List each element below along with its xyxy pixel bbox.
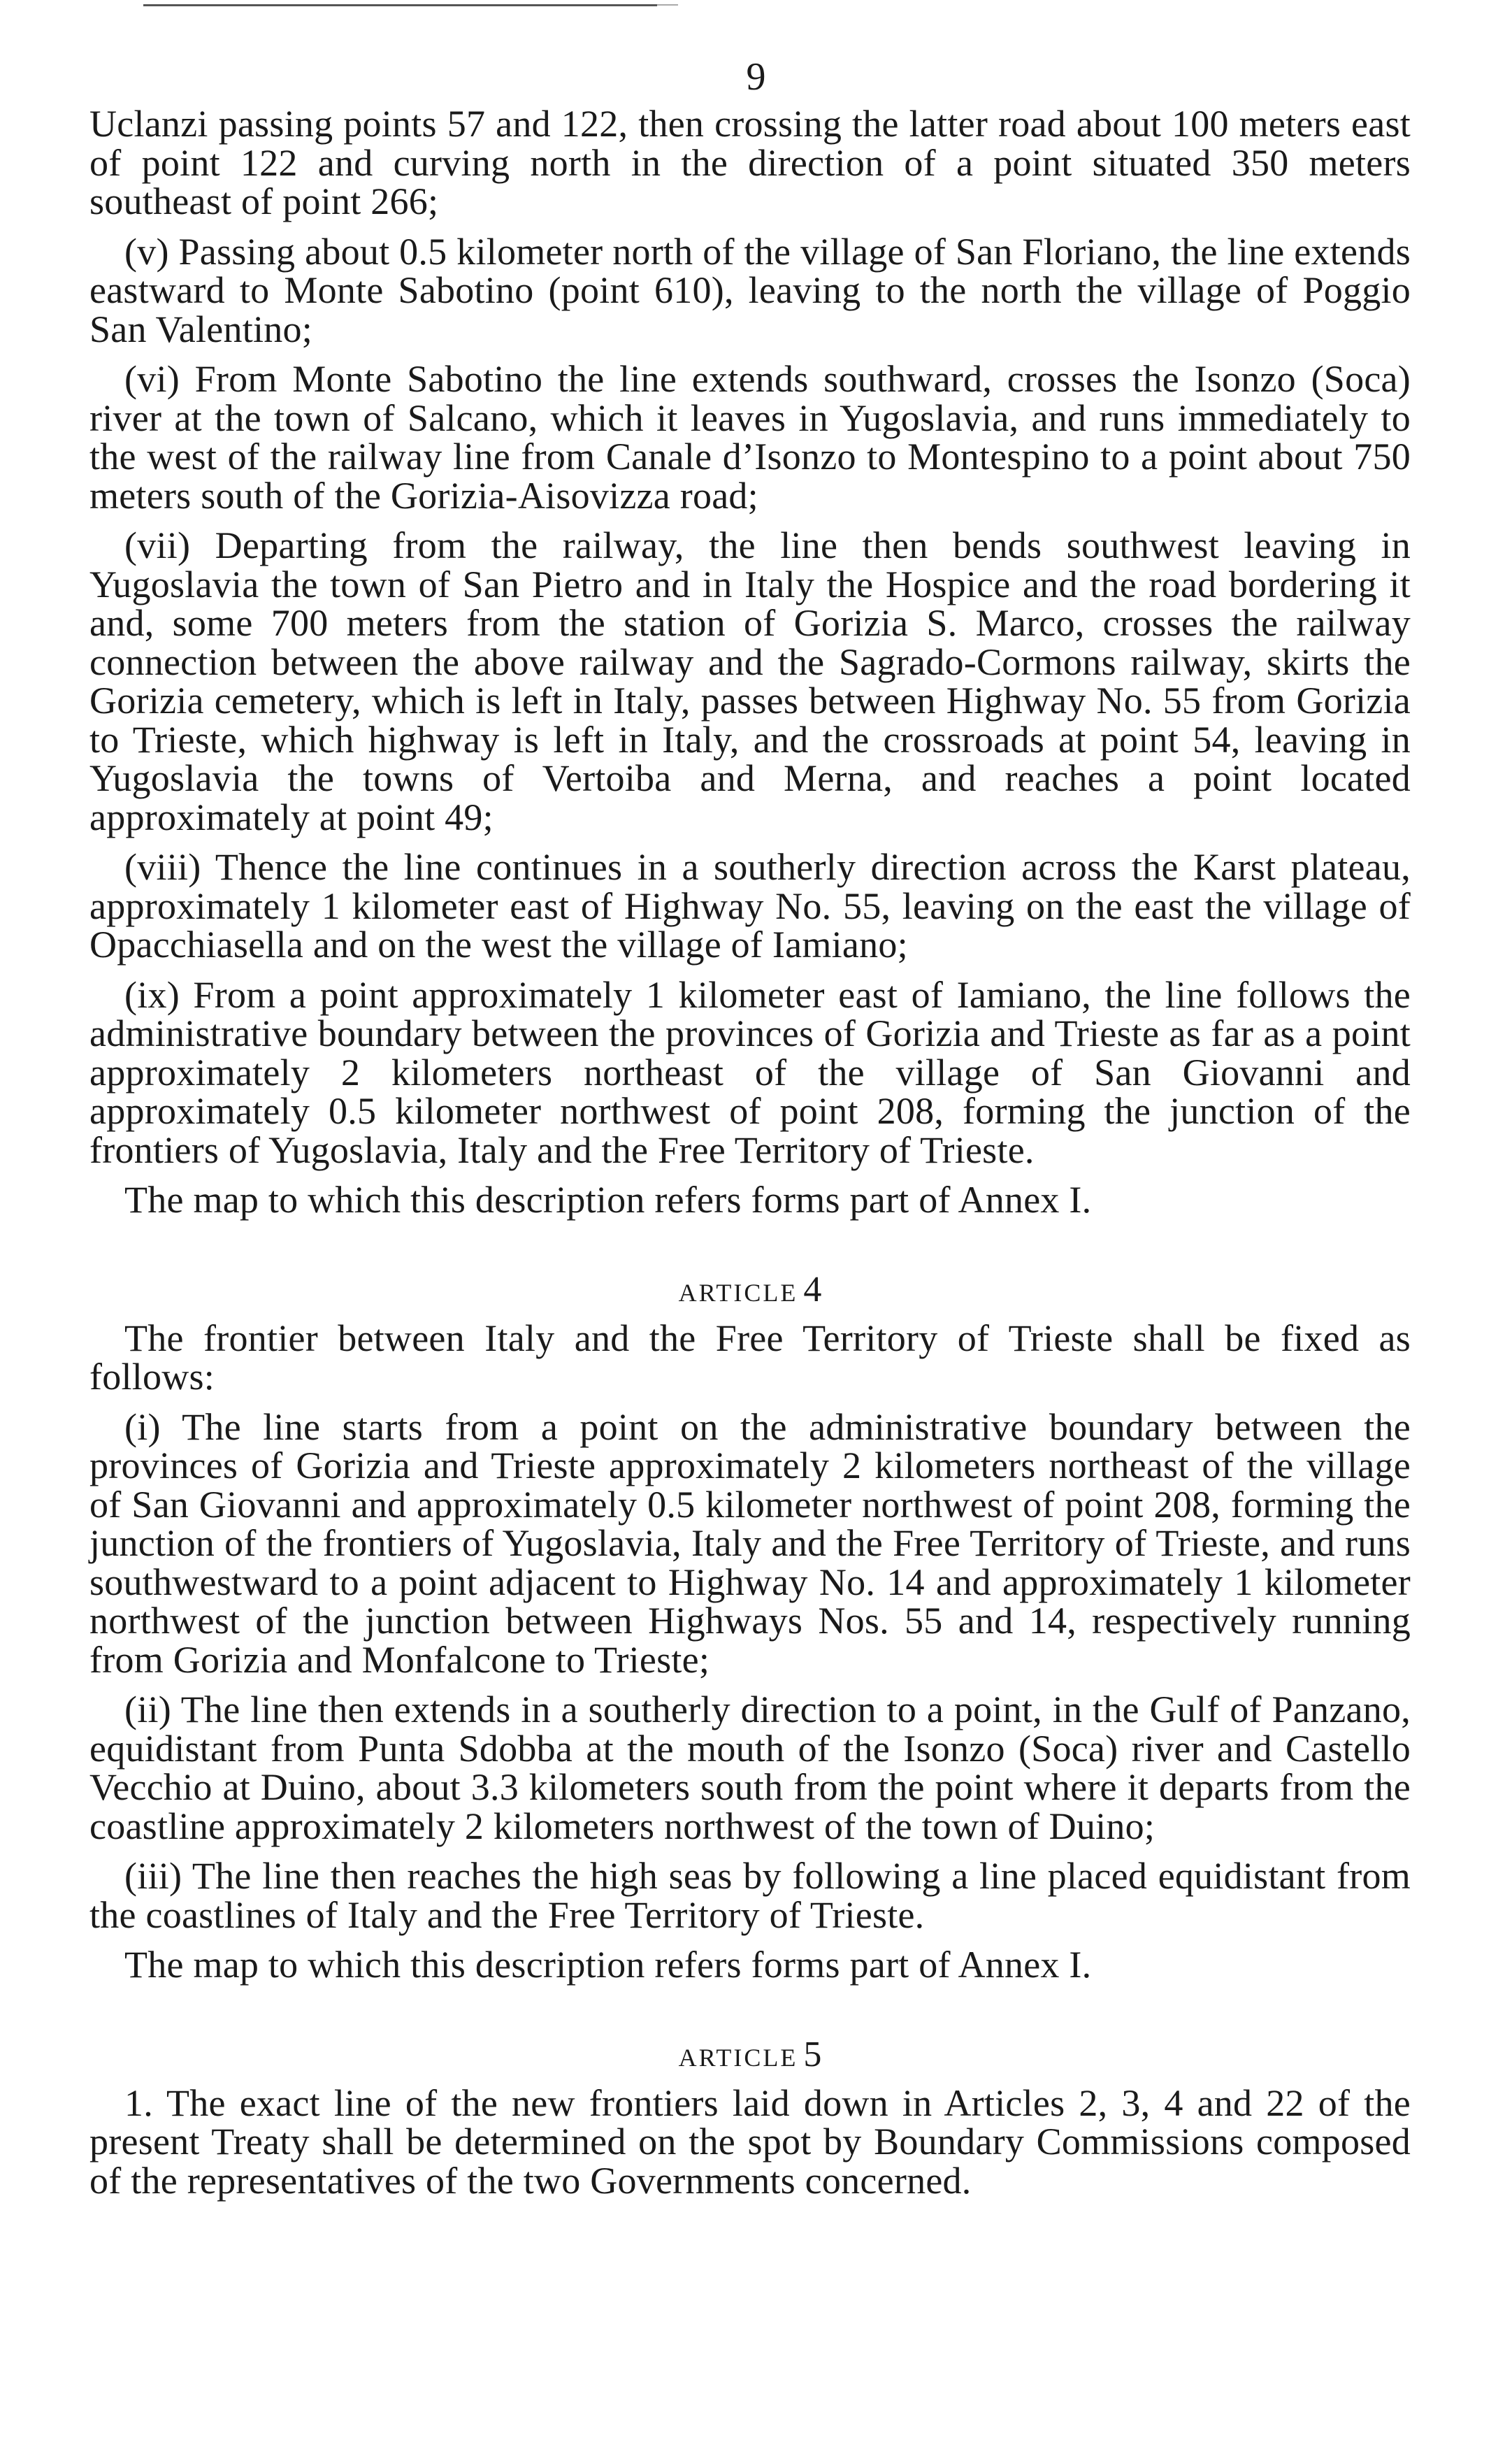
paragraph-clause-vi: (vi) From Monte Sabotino the line extends southward, crosses the Isonzo (Soca) river at the town of Salcano, which it leaves in Yugoslavia, and runs immediately to the west of the railway line from Canale d’Isonzo to Montespino to a point about 750 meters south of the Gorizia-Aisovizza road;	[89, 358, 1411, 517]
paragraph-clause-v: (v) Passing about 0.5 kilometer north of the village of San Floriano, the line extends eastward to Monte Sabotino (point 610), leaving to the north the village of Poggio San Valentino;	[89, 230, 1411, 350]
paragraph-map-reference: The map to which this description refers forms part of Annex I.	[124, 1179, 1092, 1221]
page-body	[89, 105, 1411, 2211]
top-rule-stub	[657, 4, 678, 6]
page-number: 9	[746, 55, 766, 99]
article-4-clause-i: (i) The line starts from a point on the administrative boundary between the provinces of Gorizia and Trieste approximately 2 kilometers northeast of the village of San Giovanni and approximately 0.5 kilometer northwest of point 208, forming the junction of the frontiers of Yugoslavia, Italy and the Free Territory of Trieste, and runs southwestward to a point adjacent to Highway No. 14 and approximately 1 kilometer northwest of the junction between Highways Nos. 55 and 14, respectively running from Gorizia and Monfalcone to Trieste;	[89, 1405, 1411, 1681]
paragraph-clause-viii: (viii) Thence the line continues in a southerly direction across the Karst plateau, approximately 1 kilometer east of Highway No. 55, leaving on the east the village of Opacchiasella and on the west the village of Iamiano;	[89, 846, 1411, 966]
article-4-clause-iii: (iii) The line then reaches the high seas by following a line placed equidistant from the coastlines of Italy and the Free Territory of Trieste.	[89, 1855, 1411, 1936]
article-4-label: ARTICLE	[678, 1278, 798, 1307]
article-5-label: ARTICLE	[678, 2043, 798, 2072]
article-5-clause-1: 1. The exact line of the new frontiers laid down in Articles 2, 3, 4 and 22 of the present Treaty shall be determined on the spot by Boundary Commissions composed of the representatives of the two Governments concerned.	[89, 2081, 1411, 2202]
article-4-map-reference: The map to which this description refers forms part of Annex I.	[124, 1944, 1092, 1986]
article-5-heading	[89, 2034, 1411, 2074]
paragraph-clause-vii: (vii) Departing from the railway, the line then bends southwest leaving in Yugoslavia the town of San Pietro and in Italy the Hospice and the road bordering it and, some 700 meters from the station of Gorizia S. Marco, crosses the railway connection between the above railway and the Sagrado-Cormons railway, skirts the Gorizia cemetery, which is left in Italy, passes between Highway No. 55 from Gorizia to Trieste, which highway is left in Italy, and the crossroads at point 54, leaving in Yugoslavia the towns of Vertoiba and Merna, and reaches a point located approximately at point 49;	[89, 524, 1411, 838]
top-rule	[143, 4, 657, 6]
article-4-heading	[89, 1269, 1411, 1310]
paragraph-continuation: Uclanzi passing points 57 and 122, then crossing the latter road about 100 meters east of point 122 and curving north in the direction of a point situated 350 meters southeast of point 266;	[89, 103, 1411, 222]
article-4-intro: The frontier between Italy and the Free Territory of Trieste shall be fixed as follows:	[89, 1317, 1411, 1398]
article-4-clause-ii: (ii) The line then extends in a southerly direction to a point, in the Gulf of Panzano, equidistant from Punta Sdobba at the mouth of the Isonzo (Soca) river and Castello Vecchio at Duino, about 3.3 kilometers south from the point where it departs from the coastline approximately 2 kilometers northwest of the town of Duino;	[89, 1688, 1411, 1847]
paragraph-clause-ix: (ix) From a point approximately 1 kilometer east of Iamiano, the line follows the administrative boundary between the provinces of Gorizia and Trieste as far as a point approximately 2 kilometers northeast of the village of San Giovanni and approximately 0.5 kilometer northwest of point 208, forming the junction of the frontiers of Yugoslavia, Italy and the Free Territory of Trieste.	[89, 973, 1411, 1171]
article-5-number: 5	[803, 2034, 822, 2074]
article-4-number: 4	[803, 1269, 822, 1310]
